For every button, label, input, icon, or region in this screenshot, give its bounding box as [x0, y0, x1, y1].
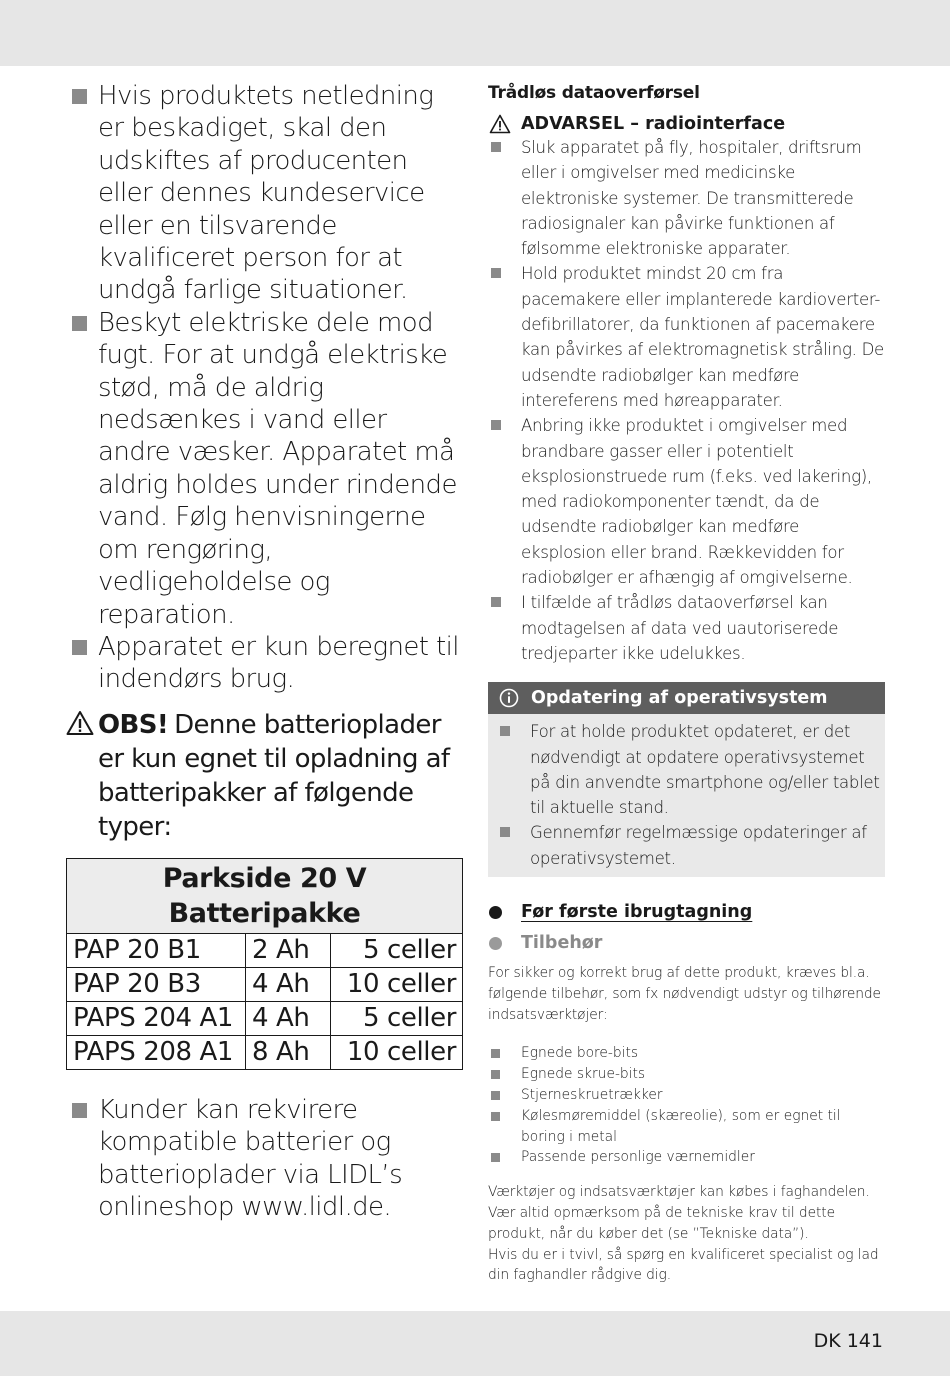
- square-bullet-icon: [500, 726, 510, 736]
- table-row: [67, 933, 463, 967]
- before-first-use-heading: Før første ibrugtagning: [488, 901, 885, 923]
- table-row: [67, 1035, 463, 1069]
- square-bullet-icon: [491, 1112, 500, 1121]
- square-bullet-icon: [491, 597, 501, 607]
- square-bullet-icon: [72, 89, 87, 104]
- page-number: DK 141: [813, 1330, 883, 1352]
- list-item: Anbring ikke produktet i omgivelser med brandbare gasser eller i potentielt eksplosionstruede rum (f.eks. ved lakering), med radiokomponenter tændt, da de udsendte radiobølger kan medføre eksplosion eller brand. Rækkevidden for radiobølger er afhængig af omgivelserne.: [488, 413, 885, 590]
- table-row: [67, 967, 463, 1001]
- square-bullet-icon: [491, 142, 501, 152]
- safety-list: [66, 80, 466, 696]
- warning-list: [488, 135, 885, 666]
- info-box-header: Opdatering af operativsystem: [488, 682, 885, 714]
- info-icon: [499, 688, 519, 708]
- list-item: Beskyt elektriske dele mod fugt. For at undgå elektriske stød, må de aldrig nedsænkes i vand eller andre væsker. Apparatet må aldrig holdes under rindende vand. Følg henvisningerne om rengøring, vedligeholdelse og reparation.: [66, 307, 466, 631]
- info-list: [488, 714, 885, 871]
- header-band: [0, 0, 950, 66]
- table-cell-capacity: 8 Ah: [246, 1035, 331, 1069]
- list-item: Gennemfør regelmæssige opdateringer af operativsystemet.: [488, 820, 885, 871]
- list-item: I tilfælde af trådløs dataoverførsel kan modtagelsen af data ved uautoriserede tredjeparter ikke udelukkes.: [488, 590, 885, 666]
- table-cell-model: PAP 20 B3: [67, 967, 246, 1001]
- table-cell-cells: 5 celler: [331, 933, 463, 967]
- accessories-heading: Tilbehør: [488, 932, 885, 954]
- closing-paragraph: Værktøjer og indsatsværktøjer kan købes i faghandelen. Vær altid opmærksom på de tekniske krav til dette produkt, når du køber det (se ”Tekniske data”). Hvis du er i tvivl, så spørg en kvalificeret specialist og lad din faghandler rådgive dig.: [488, 1184, 879, 1284]
- list-item: Passende personlige værnemidler: [488, 1147, 885, 1168]
- table-cell-capacity: 4 Ah: [246, 967, 331, 1001]
- battery-pack-table: [66, 858, 463, 1070]
- left-column: [66, 80, 466, 1223]
- warning-heading: ADVARSEL – radiointerface: [488, 113, 885, 135]
- list-item: Hold produktet mindst 20 cm fra pacemakere eller implanterede kardioverter-defibrillatorer, da funktionen af pacemakere kan påvirkes af elektromagnetisk stråling. De udsendte radiobølger kan medføre intereferens med høreapparater.: [488, 261, 885, 413]
- list-item: Stjerneskruetrækker: [488, 1085, 885, 1106]
- list-item: Kunder kan rekvirere kompatible batterier og batterioplader via LIDL’s onlineshop www.lidl.de.: [66, 1094, 466, 1224]
- square-bullet-icon: [491, 1070, 500, 1079]
- table-cell-capacity: 2 Ah: [246, 933, 331, 967]
- square-bullet-icon: [491, 1153, 500, 1162]
- table-row: [67, 1001, 463, 1035]
- table-cell-model: PAPS 204 A1: [67, 1001, 246, 1035]
- square-bullet-icon: [72, 640, 87, 655]
- accessories-list: [488, 1043, 885, 1168]
- list-item: Apparatet er kun beregnet til indendørs brug.: [66, 631, 466, 696]
- list-item: Egnede skrue-bits: [488, 1064, 885, 1085]
- bullet-dot-icon: [489, 906, 502, 919]
- square-bullet-icon: [491, 1049, 500, 1058]
- wireless-heading: Trådløs dataoverførsel: [488, 83, 700, 103]
- table-cell-cells: 5 celler: [331, 1001, 463, 1035]
- footer-band: [0, 1311, 950, 1376]
- right-column: [488, 82, 885, 1300]
- square-bullet-icon: [72, 1103, 87, 1118]
- warning-triangle-icon: [66, 710, 94, 736]
- obs-label: OBS!: [98, 709, 169, 740]
- square-bullet-icon: [72, 316, 87, 331]
- list-item: Sluk apparatet på fly, hospitaler, driftsrum eller i omgivelser med medicinske elektroniske systemer. De transmitterede radiosignaler kan påvirke funktionen af følsomme elektroniske apparater.: [488, 135, 885, 261]
- table-cell-cells: 10 celler: [331, 967, 463, 1001]
- purchase-list: [66, 1094, 466, 1224]
- info-box: [488, 682, 885, 877]
- obs-text: Denne batterioplader er kun egnet til opladning af batteripakker af følgende typer:: [98, 709, 450, 842]
- accessories-intro: For sikker og korrekt brug af dette produkt, kræves bl.a. følgende tilbehør, som fx nødvendigt udstyr og tilhørende indsatsværktøjer:: [488, 965, 881, 1023]
- list-item: Kølesmøremiddel (skæreolie), som er egnet til boring i metal: [488, 1106, 885, 1148]
- square-bullet-icon: [500, 827, 510, 837]
- obs-notice: [66, 708, 466, 844]
- warning-triangle-icon: [489, 114, 511, 134]
- table-cell-capacity: 4 Ah: [246, 1001, 331, 1035]
- table-cell-model: PAP 20 B1: [67, 933, 246, 967]
- list-item: For at holde produktet opdateret, er det nødvendigt at opdatere operativsystemet på din anvendte smartphone og/eller tablet til aktuelle stand.: [488, 719, 885, 820]
- bullet-dot-icon: [489, 937, 502, 950]
- table-cell-cells: 10 celler: [331, 1035, 463, 1069]
- square-bullet-icon: [491, 268, 501, 278]
- table-title: Parkside 20 V Batteripakke: [67, 858, 463, 933]
- square-bullet-icon: [491, 1091, 500, 1100]
- list-item: Hvis produktets netledning er beskadiget, skal den udskiftes af producenten eller dennes kundeservice eller en tilsvarende kvalificeret person for at undgå farlige situationer.: [66, 80, 466, 307]
- square-bullet-icon: [491, 420, 501, 430]
- table-cell-model: PAPS 208 A1: [67, 1035, 246, 1069]
- list-item: Egnede bore-bits: [488, 1043, 885, 1064]
